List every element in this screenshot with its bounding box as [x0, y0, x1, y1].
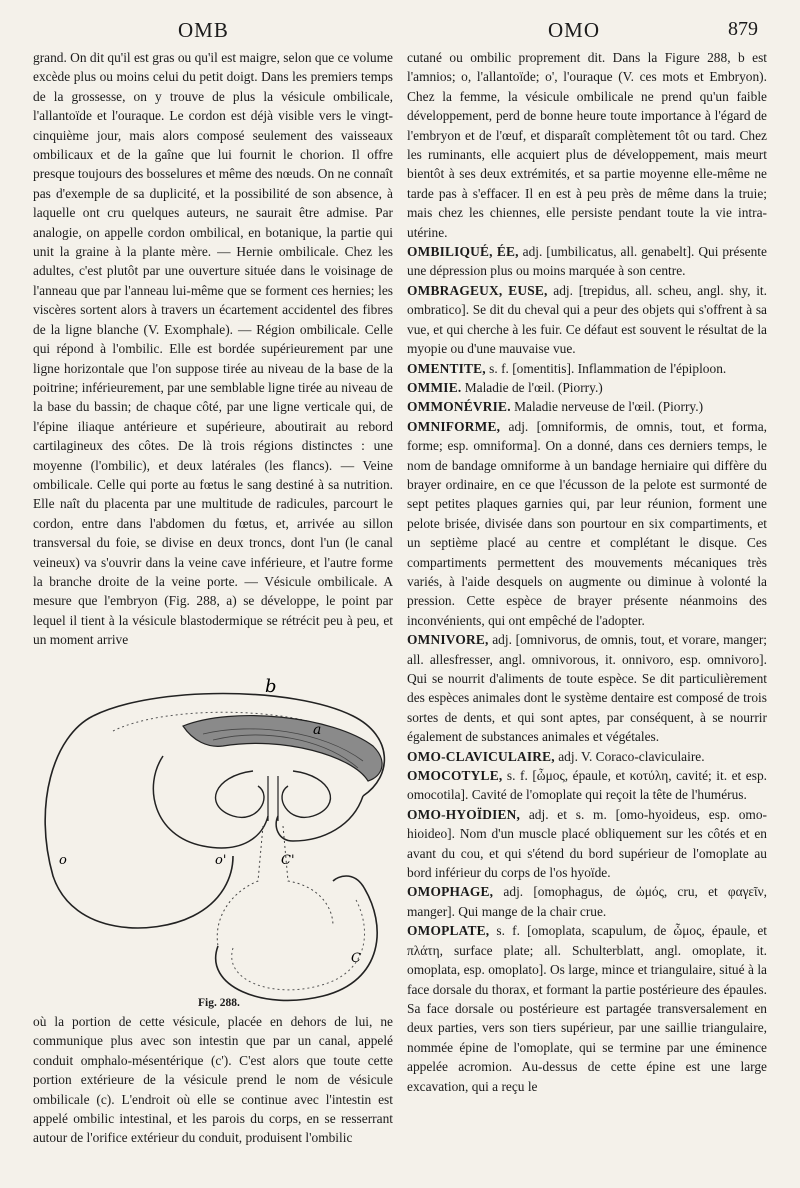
entry-headword: OMMIE.	[407, 379, 462, 395]
entry-headword: OMBRAGEUX, EUSE,	[407, 282, 548, 298]
omphalo-mesenteric-duct-left	[217, 826, 263, 946]
dictionary-entry	[407, 417, 767, 630]
entry-definition: s. f. [ὦμος, épaule, et κοτύλη, cavité; it. et esp. omocotila]. Cavité de l'omoplate qui reçoit la tête de l'humérus.	[407, 768, 767, 803]
outer-membrane-left	[45, 716, 233, 928]
right-column	[407, 48, 767, 1096]
header-left-guide-word: OMB	[178, 18, 229, 42]
entry-headword: OMOPLATE,	[407, 923, 490, 939]
allantois-left	[153, 756, 268, 848]
label-c-prime: C'	[281, 853, 295, 868]
entry-definition: adj. [trepidus, all. scheu, angl. shy, it. ombratico]. Se dit du cheval qui a peur des objets qui s'offrent à sa vue, et qui cherche à les fuir. Ce défaut est souvent le résultat de la myopie ou d'une mauvaise vue.	[407, 282, 767, 357]
entry-headword: OMENTITE,	[407, 360, 486, 376]
dictionary-entry	[407, 378, 767, 397]
entry-definition: s. f. [omentitis]. Inflammation de l'épiploon.	[485, 360, 727, 376]
dictionary-entry	[407, 281, 767, 359]
entry-definition: s. f. [omoplata, scapulum, de ὦμος, épaule, et πλάτη, surface plate; all. Schulterblatt, angl. omoplate, it. omoplata, esp. omoplato]. Os large, mince et triangulaire, situé à la face dorsale du thorax, et formant la partie postérieure des épaules. Sa face dorsale ou postérieure est partagée transversalement en deux parties, vers son tiers supérieur, par une saillie triangulaire, nommée épine de l'omoplate, qui se termine par une éminence appelée acromion. Au-dessus de cette épine est une large excavation, qui a reçu le	[407, 923, 767, 1094]
left-column-continuation	[33, 1012, 393, 1148]
entry-headword: OMNIFORME,	[407, 418, 501, 434]
entry-definition: adj. [omophagus, de ὠμός, cru, et φαγεῖν, manger]. Qui mange de la chair crue.	[407, 884, 767, 919]
right-column-intro: cutané ou ombilic proprement dit. Dans la Figure 288, b est l'amnios; o, l'allantoïde; o', l'ouraque (V. ces mots et Embryon). Chez la femme, la vésicule ombilicale ne prend qu'un faible développement, perd de bonne heure toute importance à l'égard de l'embryon et de l'œuf, et disparaît complètement tôt ou tard. Chez les ruminants, elle acquiert plus de développement, mais meurt bientôt à ses deux extrémités, et sa partie moyenne elle-même ne tarde pas à s'effacer. Il en est à peu près de même dans la truie; mais chez les chiennes, elle persiste pendant toute la vie intra-utérine.	[407, 50, 767, 240]
embryo-diagram	[33, 676, 393, 1006]
dictionary-entry	[407, 882, 767, 921]
figure-288	[33, 676, 393, 1006]
page-header	[0, 10, 800, 46]
dictionary-entry	[407, 805, 767, 883]
inner-fold-left	[216, 771, 264, 817]
umbilical-stalk	[268, 776, 278, 821]
label-b: b	[265, 676, 277, 697]
entry-definition: adj. V. Coraco-claviculaire.	[554, 748, 705, 764]
dictionary-entry	[407, 921, 767, 1096]
entry-definition: adj. [omniformis, de omnis, tout, et forma, forme; esp. omniforma]. On a donné, dans ces derniers temps, le nom de bandage omniforme à un bandage herniaire qui diffère du brayer ordinaire, en ce que l'écusson de la pelote est surmonté de sept petites plaques garnies qui, par leur réunion, forment une pelote brisée, divisée dans son pourtour en six compartiments, et un septième placé au centre et complétant le disque. Ces compartiments permettent des mouvements mécaniques très variés, à l'aide desquels on augmente ou diminue à volonté la pression. Cette espèce de brayer présente néanmoins des inconvénients, qui ont empêché de l'adopter.	[407, 418, 767, 628]
entry-headword: OMOPHAGE,	[407, 884, 494, 900]
umbilical-vesicle-inner	[232, 898, 365, 990]
left-column-text: grand. On dit qu'il est gras ou qu'il est maigre, selon que ce volume excède plus ou moins celui du petit doigt. Dans les premiers temps de la grossesse, on y trouve de plus la vésicule ombilicale, l'allantoïde et l'ouraque. Le cordon est déjà visible vers le vingt-cinquième jour, mais alors composé seulement des vaisseaux ombilicaux et de la gaîne que lui fournit le chorion. Il offre presque toujours des bosselures et même des nœuds. On ne connaît pas d'exemple de sa duplicité, et la possibilité de son absence, à laquelle ont cru quelques auteurs, ne saurait être admise. Par analogie, on appelle cordon ombilical, en botanique, la partie qui unit la graine à la plante mère. — Hernie ombilicale. Chez les adultes, c'est plutôt par une ouverture située dans le voisinage de l'anneau que par l'anneau lui-même que se forment ces hernies; les viscères sortent alors à travers un écartement accidentel des fibres de la ligne blanche (V. Exomphale). — Région ombilicale. Celle qui répond à l'ombilic. Elle est bordée supérieurement par une ligne horizontale que l'on suppose tirée au niveau de la base de la poitrine; inférieurement, par une semblable ligne tirée au niveau de la base du bassin; de chaque côté, par une ligne verticale qui, de l'épine iliaque antérieure et supérieure, aboutirait au rebord cartilagineux des côtes. De là trois régions distinctes : une moyenne (l'ombilic), et deux latérales (les flancs). — Veine ombilicale. Celle qui porte au fœtus le sang destiné à sa nutrition. Elle naît du placenta par une multitude de radicules, parcourt le cordon, entre dans l'abdomen du fœtus, et, arrivée au sillon transversal du foie, se divise en deux troncs, dont l'un (le canal veineux) va s'ouvrir dans la veine cave inférieure, et l'autre forme la branche droite de la veine porte. — Vésicule ombilicale. A mesure que l'embryon (Fig. 288, a) se développe, le point par lequel il tient à la vésicule blastodermique se rétrécit peu à peu, et un moment arrive	[33, 50, 393, 648]
entry-definition: Maladie de l'œil. (Piorry.)	[461, 379, 603, 395]
label-o: o	[59, 853, 67, 868]
umbilical-vesicle-outline	[216, 876, 378, 1000]
entry-headword: OMMONÉVRIE.	[407, 399, 511, 415]
entry-definition: Maladie nerveuse de l'œil. (Piorry.)	[510, 399, 704, 415]
inner-fold-right	[282, 771, 330, 817]
entry-definition: adj. et s. m. [omo-hyoideus, esp. omo-hioideo]. Nom d'un muscle placé obliquement sur les côtés et en avant du cou, et qui s'étend du bord supérieur de l'omoplate au bord inférieur du corps de l'os hyoïde.	[407, 806, 767, 881]
dictionary-entry	[407, 630, 767, 746]
label-c: C	[351, 951, 361, 966]
entry-definition: adj. [umbilicatus, all. genabelt]. Qui présente une dépression plus ou moins marquée à son centre.	[407, 244, 767, 279]
dictionary-entry	[407, 747, 767, 766]
entry-list	[407, 242, 767, 1096]
dictionary-entry	[407, 397, 767, 416]
header-right-guide-word: OMO	[548, 18, 601, 42]
label-o-prime: o'	[215, 853, 227, 868]
figure-caption: Fig. 288.	[198, 997, 240, 1009]
embryo-a	[183, 716, 382, 781]
label-a: a	[313, 722, 322, 738]
dictionary-entry	[407, 359, 767, 378]
entry-headword: OMO-CLAVICULAIRE,	[407, 748, 555, 764]
left-column	[33, 48, 393, 650]
entry-headword: OMOCOTYLE,	[407, 768, 503, 784]
entry-headword: OMNIVORE,	[407, 632, 489, 648]
allantois-right	[276, 796, 363, 841]
entry-headword: OMO-HYOÏDIEN,	[407, 806, 521, 822]
entry-headword: OMBILIQUÉ, ÉE,	[407, 244, 519, 260]
entry-definition: adj. [omnivorus, de omnis, tout, et vorare, manger; all. allesfresser, angl. omnivorous, it. onnivoro, esp. omnivoro]. Qui se nourrit d'aliments de toute espèce. Se dit particulièrement des espèces animales dont le système dentaire est composé de trois sortes de dents, et qui sont aptes, par conséquent, à se nourrir également de substances animales et végétales.	[407, 632, 767, 745]
dictionary-entry	[407, 242, 767, 281]
dictionary-entry	[407, 766, 767, 805]
page-number: 879	[728, 18, 758, 40]
left-column-text-2: où la portion de cette vésicule, placée en dehors de lui, ne communique plus avec son intestin que par un canal, appelé conduit omphalo-mésentérique (c'). C'est alors que toute cette portion extérieure de la vésicule prend le nom de vésicule ombilicale (c). L'endroit où elle se continue avec l'intestin est appelé ombilic intestinal, et les parois du corps, en se resserrant autour de l'orifice extérieur du conduit, produisent l'ombilic	[33, 1014, 393, 1146]
